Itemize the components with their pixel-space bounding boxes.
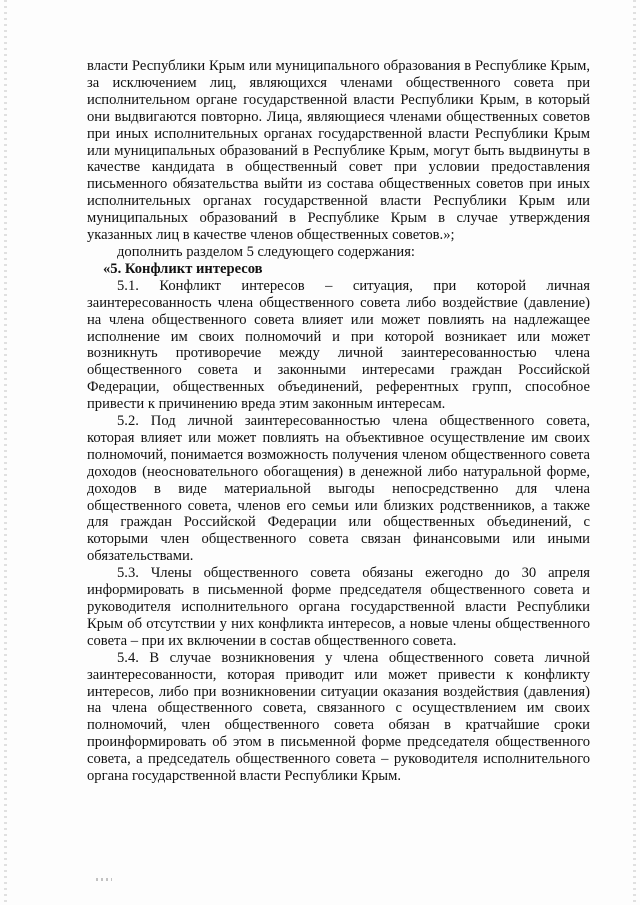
clause-5-4: 5.4. В случае возникновения у члена общественного совета личной заинтересованности, которая приводит или может привести к конфликту интересов, либо при возникновении ситуации оказания воздействия (давления) на члена общественного совета, связанного с осуществлением им своих полномочий, член общественного совета обязан в кратчайшие сроки проинформировать об этом в письменной форме председателя общественного совета, а председатель общественного совета – руководителя исполнительного органа государственной власти Республики Крым. (87, 649, 590, 785)
clause-5-3: 5.3. Члены общественного совета обязаны ежегодно до 30 апреля информировать в письменной форме председателя общественного совета и руководителя исполнительного органа государственной власти Республики Крым об отсутствии у них конфликта интересов, а новые члены общественного совета – при их включении в состав общественного совета. (87, 565, 590, 649)
paragraph-continuation: власти Республики Крым или муниципального образования в Республике Крым, за исключением лиц, являющихся членами общественного совета при исполнительном органе государственной власти Республики Крым, в который они выдвигаются повторно. Лица, являющиеся членами общественных советов при иных исполнительных органах государственной власти Республики Крым или муниципальных образований в Республике Крым, могут быть выдвинуты в качестве кандидата в общественный совет при условии предоставления письменного обязательства выйти из состава общественных советов при иных исполнительных органах государственной власти Республики Крым или муниципальных образований в Республике Крым в случае утверждения указанных лиц в качестве членов общественных советов.»; (87, 58, 590, 244)
clause-5-1: 5.1. Конфликт интересов – ситуация, при которой личная заинтересованность члена общественного совета либо воздействие (давление) на члена общественного совета влияет или может повлиять на надлежащее исполнение им своих полномочий и при которой возникает или может возникнуть противоречие между личной заинтересованностью члена общественного совета и законными интересами граждан Российской Федерации, общественных объединений, референтных групп, способное привести к причинению вреда этим законным интересам. (87, 277, 590, 413)
clause-5-2: 5.2. Под личной заинтересованностью члена общественного совета, которая влияет или может повлиять на объективное осуществление им своих полномочий, понимается возможность получения членом общественного совета доходов (неосновательного обогащения) в денежной либо натуральной форме, доходов в виде материальной выгоды непосредственно для члена общественного совета, членов его семьи или близких родственников, а также для граждан Российской Федерации или общественных объединений, с которыми член общественного совета связан финансовыми или иными обязательствами. (87, 413, 590, 565)
document-body (87, 58, 590, 785)
scan-edge-left (4, 0, 7, 905)
scan-edge-right (633, 0, 636, 905)
scan-speck (96, 878, 112, 881)
paragraph-amendment-intro: дополнить разделом 5 следующего содержания: (117, 243, 415, 260)
section-heading: «5. Конфликт интересов (103, 260, 263, 277)
